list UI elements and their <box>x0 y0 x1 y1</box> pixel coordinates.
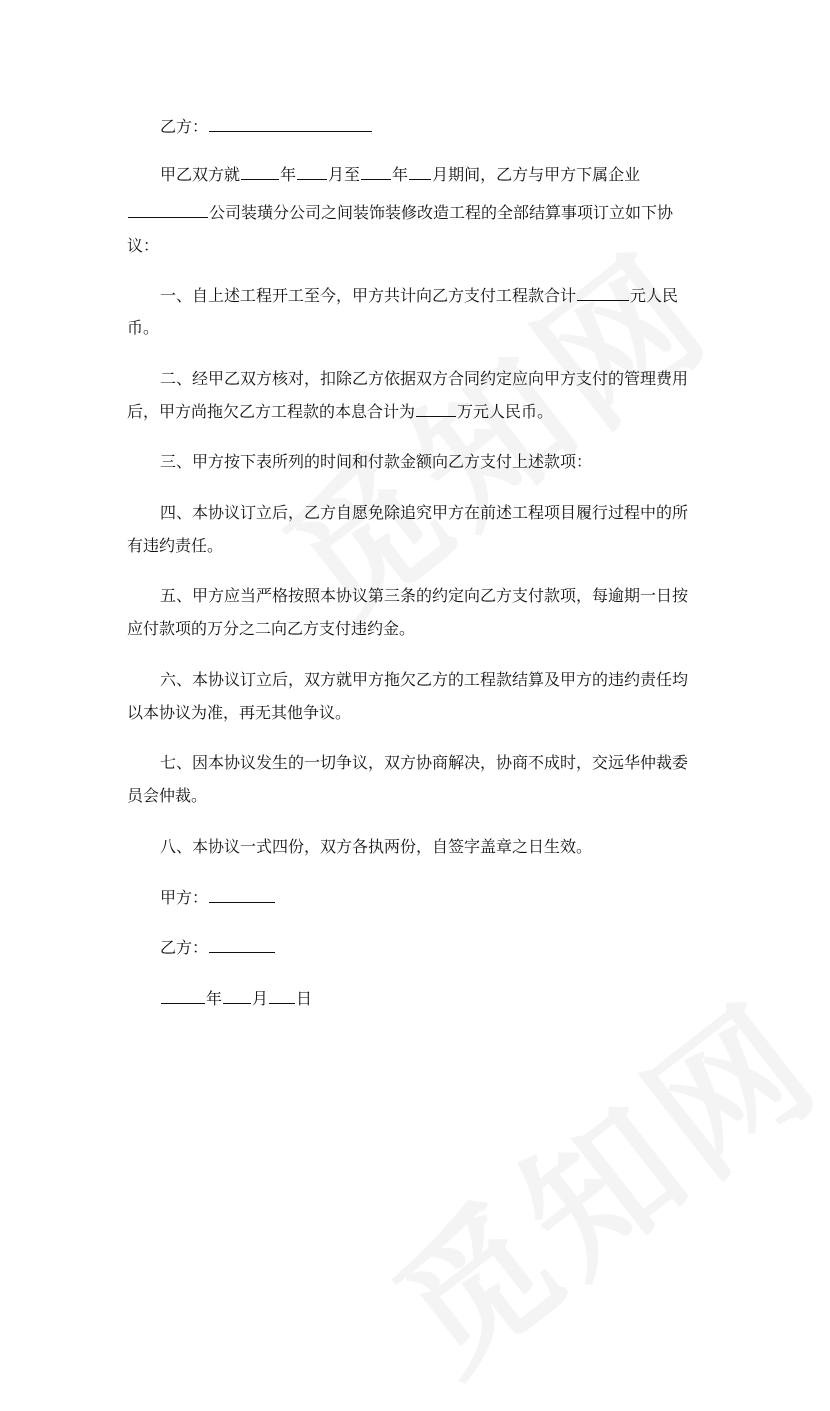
clause-2-line-1: 二、经甲乙双方核对，扣除乙方依据双方合同约定应向甲方支付的管理费用 <box>160 369 689 388</box>
clause-4-line-1: 四、本协议订立后，乙方自愿免除追究甲方在前述工程项目履行过程中的所 <box>160 503 689 522</box>
year-blank <box>161 989 205 1004</box>
clause-1-line-1 <box>160 286 740 306</box>
intro-text: 公司装璜分公司之间装饰装修改造工程的全部结算事项订立如下协 <box>209 203 674 222</box>
clause-6-line-2: 以本协议为准，再无其他争议。 <box>127 703 352 722</box>
party-b-label: 乙方： <box>160 117 209 136</box>
party-b-header <box>160 117 740 137</box>
watermark <box>344 945 830 1411</box>
party-b-blank <box>209 938 275 953</box>
amount-blank <box>416 402 456 417</box>
intro-text: 月期间，乙方与甲方下属企业 <box>432 165 641 184</box>
signature-party-a <box>160 888 740 908</box>
intro-text: 年 <box>280 165 297 184</box>
month-blank <box>223 989 251 1004</box>
intro-line-1 <box>160 165 740 185</box>
party-b-label: 乙方： <box>160 938 209 957</box>
intro-text: 甲乙双方就 <box>160 165 241 184</box>
clause-1-line-2: 币。 <box>127 318 160 337</box>
clause-7-line-1: 七、因本协议发生的一切争议，双方协商解决，协商不成时，交远华仲裁委 <box>160 753 689 772</box>
year-label: 年 <box>206 989 223 1008</box>
clause-text: 后，甲方尚拖欠乙方工程款的本息合计为 <box>127 402 416 421</box>
intro-line-3: 议： <box>127 236 160 255</box>
year-blank <box>361 165 391 180</box>
clause-text: 一、自上述工程开工至今，甲方共计向乙方支付工程款合计 <box>160 286 577 305</box>
month-blank <box>297 165 327 180</box>
clause-text: 元人民 <box>630 286 679 305</box>
signature-party-b <box>160 938 740 958</box>
company-blank <box>128 203 208 218</box>
intro-line-2 <box>127 203 707 223</box>
clause-7-line-2: 员会仲裁。 <box>127 786 208 805</box>
party-a-blank <box>209 888 275 903</box>
day-blank <box>269 989 295 1004</box>
intro-text: 年 <box>392 165 409 184</box>
year-blank <box>241 165 279 180</box>
month-blank <box>409 165 431 180</box>
clause-8: 八、本协议一式四份，双方各执两份，自签字盖章之日生效。 <box>160 837 593 856</box>
clause-2-line-2 <box>127 402 707 422</box>
clause-5-line-2: 应付款项的万分之二向乙方支付违约金。 <box>127 619 416 638</box>
clause-6-line-1: 六、本协议订立后，双方就甲方拖欠乙方的工程款结算及甲方的违约责任均 <box>160 670 689 689</box>
intro-text: 月至 <box>328 165 361 184</box>
party-a-label: 甲方： <box>160 888 209 907</box>
clause-3: 三、甲方按下表所列的时间和付款金额向乙方支付上述款项： <box>160 452 593 471</box>
amount-blank <box>577 286 629 301</box>
clause-5-line-1: 五、甲方应当严格按照本协议第三条的约定向乙方支付款项，每逾期一日按 <box>160 586 689 605</box>
party-b-blank <box>209 117 372 132</box>
signature-date <box>160 989 740 1009</box>
month-label: 月 <box>252 989 269 1008</box>
day-label: 日 <box>296 989 313 1008</box>
clause-4-line-2: 有违约责任。 <box>127 536 224 555</box>
clause-text: 万元人民币。 <box>457 402 554 421</box>
